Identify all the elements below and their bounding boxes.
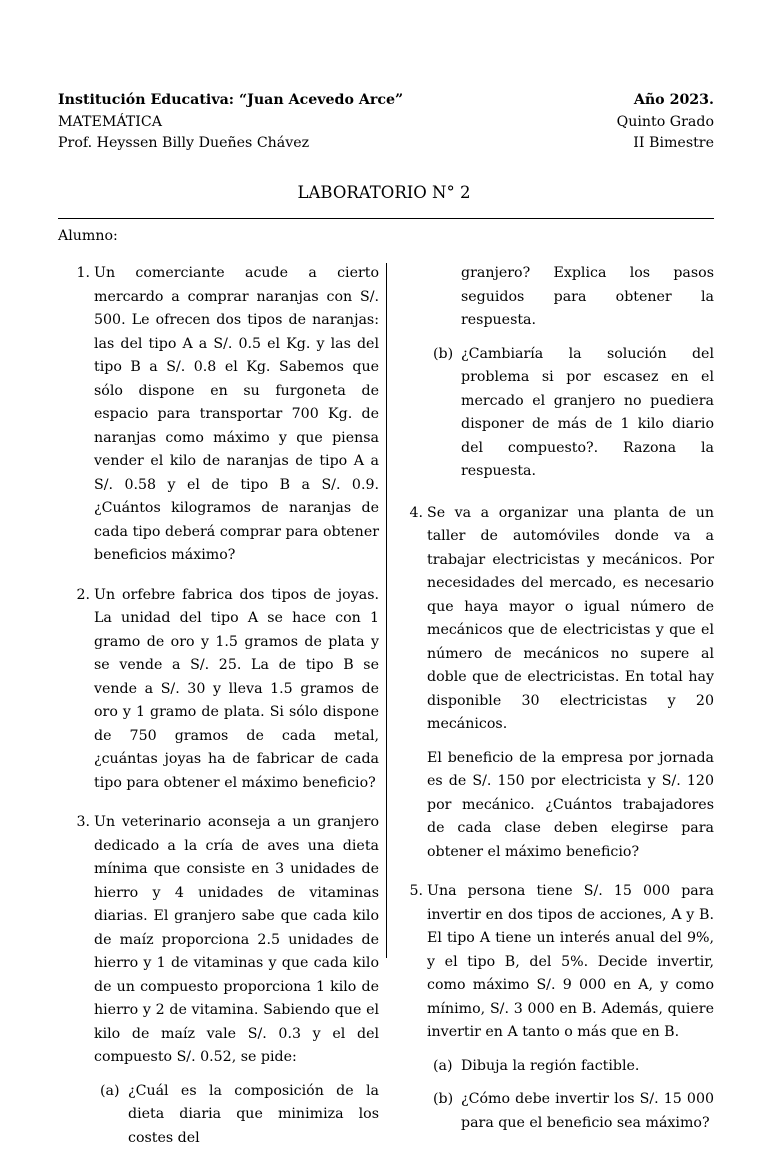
year: Año 2023.: [633, 92, 714, 108]
school-name: “Juan Acevedo Arce”: [238, 92, 404, 108]
title-divider: [58, 218, 714, 219]
teacher: Prof. Heyssen Billy Dueñes Chávez: [58, 135, 310, 151]
problem-text-2: El beneficio de la empresa por jornada es de S/. 150 por electricista y S/. 120 por mecánico. ¿Cuántos trabajadores de cada clase deben elegirse para obtener el máximo beneficio?: [427, 749, 714, 860]
column-divider: [386, 263, 387, 958]
part-text: ¿Cómo debe invertir los S/. 15 000 para que el beneficio sea máximo?: [461, 1091, 714, 1131]
grade: Quinto Grado: [616, 113, 714, 130]
left-column: [70, 262, 379, 1150]
problem-text: Un comerciante acude a cierto mercardo a comprar naranjas con S/. 500. Le ofrecen dos tipos de naranjas: las del tipo A a S/. 0.5 el Kg. y las del tipo B a S/. 0.8 el Kg. Sabemos que sólo dispone en su furgoneta de espacio para transportar 700 Kg. de naranjas como máximo y que piensa vender el kilo de naranjas de tipo A a S/. 0.58 y el de tipo B a S/. 0.9. ¿Cuántos kilogramos de naranjas de cada tipo deberá comprar para obtener beneficios máximo?: [94, 265, 379, 563]
problem-4: [403, 502, 714, 865]
part-text: ¿Cambiaría la solución del problema si por escasez en el mercado el granjero no puediera disponer de más de 1 kilo diario del compuesto?. Razona la respuesta.: [461, 345, 714, 479]
problem-number: 4.: [409, 504, 423, 521]
problem-number: 2.: [76, 586, 90, 603]
problem-3-part-a: [94, 1080, 379, 1151]
problem-number: 3.: [76, 814, 90, 830]
problem-5: [403, 880, 714, 1135]
part-label: (a): [433, 1057, 453, 1074]
school-label: Institución Educativa:: [58, 92, 234, 108]
header-row-1: [58, 90, 714, 112]
part-label: (a): [100, 1082, 120, 1099]
page-title: LABORATORIO N° 2: [297, 183, 471, 202]
problem-number: 1.: [76, 265, 90, 281]
header-row-2: [58, 112, 714, 134]
problem-text: Un veterinario aconseja a un granjero dedicado a la cría de aves una dieta mínima que consiste en 3 unidades de hierro y 4 unidades de vitaminas diarias. El granjero sabe que cada kilo de maíz proporciona 2.5 unidades de hierro y 1 de vitaminas y que cada kilo de un compuesto proporciona 1 kilo de hierro y 2 de vitamina. Sabiendo que el kilo de maíz vale S/. 0.3 y el del compuesto S/. 0.52, se pide:: [94, 814, 379, 1065]
document-header: [58, 90, 714, 155]
problem-3: [70, 811, 379, 1150]
part-text: ¿Cuál es la composición de la dieta diaria que minimiza los costes del: [128, 1082, 379, 1146]
problem-5-part-b: [427, 1088, 714, 1135]
part-label: (b): [433, 345, 454, 362]
header-row-3: [58, 133, 714, 155]
problem-3-part-a-continued: granjero? Explica los pasos seguidos para obtener la respuesta.: [461, 265, 714, 328]
problem-text: Se va a organizar una planta de un taller de automóviles donde va a trabajar electricistas y mecánicos. Por necesidades del mercado, es necesario que haya mayor o igual número de mecánicos que de electricistas y que el número de mecánicos no supere al doble que de electricistas. En total hay disponible 30 electricistas y 20 mecánicos.: [427, 504, 714, 732]
part-text: Dibuja la región factible.: [461, 1057, 640, 1074]
problem-3-part-b: [403, 343, 714, 484]
problem-text: Un orfebre fabrica dos tipos de joyas. La unidad del tipo A se hace con 1 gramo de oro y 1.5 gramos de plata y se vende a S/. 25. La de tipo B se vende a S/. 30 y lleva 1.5 gramos de oro y 1 gramo de plata. Si sólo dispone de 750 gramos de cada metal, ¿cuántas joyas ha de fabricar de cada tipo para obtener el máximo beneficio?: [94, 586, 379, 791]
problem-2: [70, 584, 379, 796]
problem-text: Una persona tiene S/. 15 000 para invertir en dos tipos de acciones, A y B. El tipo A tiene un interés anual del 9%, y el tipo B, del 5%. Decide invertir, como máximo S/. 9 000 en A, y como mínimo, S/. 3 000 en B. Además, quiere invertir en A tanto o más que en B.: [427, 883, 714, 1040]
part-label: (b): [433, 1091, 454, 1107]
school-line: [58, 90, 403, 112]
problem-5-part-a: [427, 1055, 714, 1079]
subject: MATEMÁTICA: [58, 113, 162, 130]
problem-number: 5.: [409, 883, 423, 899]
student-label: Alumno:: [58, 228, 118, 244]
problem-1: [70, 262, 379, 568]
right-column: [403, 262, 714, 1151]
term: II Bimestre: [633, 135, 714, 151]
